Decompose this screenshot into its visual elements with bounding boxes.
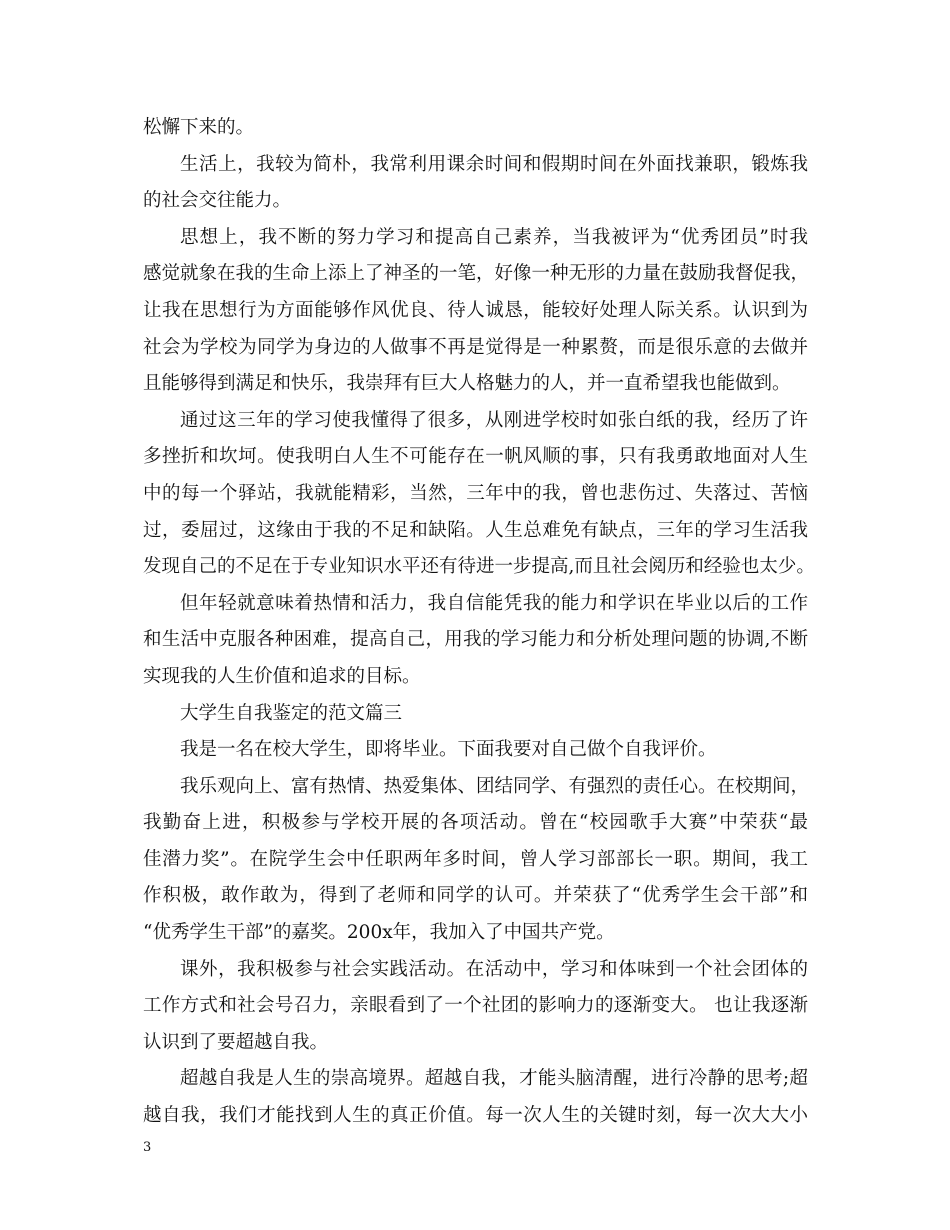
text-line: 过，委屈过，这缘由于我的不足和缺陷。人生总难免有缺点，三年的学习生活我 (143, 519, 808, 541)
text-line: 多挫折和坎坷。使我明白人生不可能存在一帆风顺的事，只有我勇敢地面对人生 (143, 446, 808, 468)
text-line: 课外，我积极参与社会实践活动。在活动中，学习和体味到一个社会团体的 (180, 958, 808, 980)
text-line: 认识到了要超越自我。 (143, 1031, 329, 1053)
text-line: 社会为学校为同学为身边的人做事不再是觉得是一种累赘，而是很乐意的去做并 (143, 336, 808, 358)
text-line: 我乐观向上、富有热情、热爱集体、团结同学、有强烈的责任心。在校期间， (180, 775, 810, 797)
text-line: 大学生自我鉴定的范文篇三 (180, 702, 403, 724)
text-line: 佳潜力奖”。在院学生会中任职两年多时间，曾人学习部部长一职。期间，我工 (143, 848, 808, 870)
text-line: 我勤奋上进，积极参与学校开展的各项活动。曾在“校园歌手大赛”中荣获“最 (143, 812, 808, 834)
text-line: 松懈下来的。 (143, 117, 255, 138)
text-line: “优秀学生干部”的嘉奖。200x年，我加入了中国共产党。 (143, 922, 615, 944)
text-line: 发现自己的不足在于专业知识水平还有待进一步提高,而且社会阅历和经验也太少。 (143, 556, 815, 578)
text-line: 超越自我是人生的崇高境界。超越自我，才能头脑清醒，进行冷静的思考;超 (180, 1068, 808, 1090)
text-line: 和生活中克服各种困难，提高自己，用我的学习能力和分析处理问题的协调,不断 (143, 629, 808, 651)
text-line: 感觉就象在我的生命上添上了神圣的一笔，好像一种无形的力量在鼓励我督促我， (143, 263, 810, 285)
text-line: 实现我的人生价值和追求的目标。 (143, 665, 421, 687)
text-line: 的社会交往能力。 (143, 190, 292, 212)
text-line: 且能够得到满足和快乐，我崇拜有巨大人格魅力的人，并一直希望我也能做到。 (143, 373, 791, 395)
document-body (143, 110, 815, 1135)
text-line: 我是一名在校大学生，即将毕业。下面我要对自己做个自我评价。 (180, 739, 717, 761)
text-line: 工作方式和社会号召力，亲眼看到了一个社团的影响力的逐渐变大。 也让我逐渐 (143, 995, 808, 1017)
text-line: 思想上，我不断的努力学习和提高自己素养，当我被评为“优秀团员”时我 (180, 226, 808, 248)
text-line: 作积极，敢作敢为，得到了老师和同学的认可。并荣获了“优秀学生会干部”和 (143, 885, 808, 907)
text-line: 让我在思想行为方面能够作风优良、待人诚恳，能较好处理人际关系。认识到为 (143, 299, 808, 321)
text-line: 生活上，我较为简朴，我常利用课余时间和假期时间在外面找兼职，锻炼我 (180, 153, 808, 175)
text-line: 通过这三年的学习使我懂得了很多，从刚进学校时如张白纸的我，经历了许 (180, 409, 808, 431)
text-line: 越自我，我们才能找到人生的真正价值。每一次人生的关键时刻，每一次大大小 (143, 1105, 808, 1127)
text-line: 但年轻就意味着热情和活力，我自信能凭我的能力和学识在毕业以后的工作 (180, 592, 808, 614)
text-line: 中的每一个驿站，我就能精彩，当然，三年中的我，曾也悲伤过、失落过、苦恼 (143, 482, 808, 504)
page-number: 3 (143, 1140, 152, 1155)
